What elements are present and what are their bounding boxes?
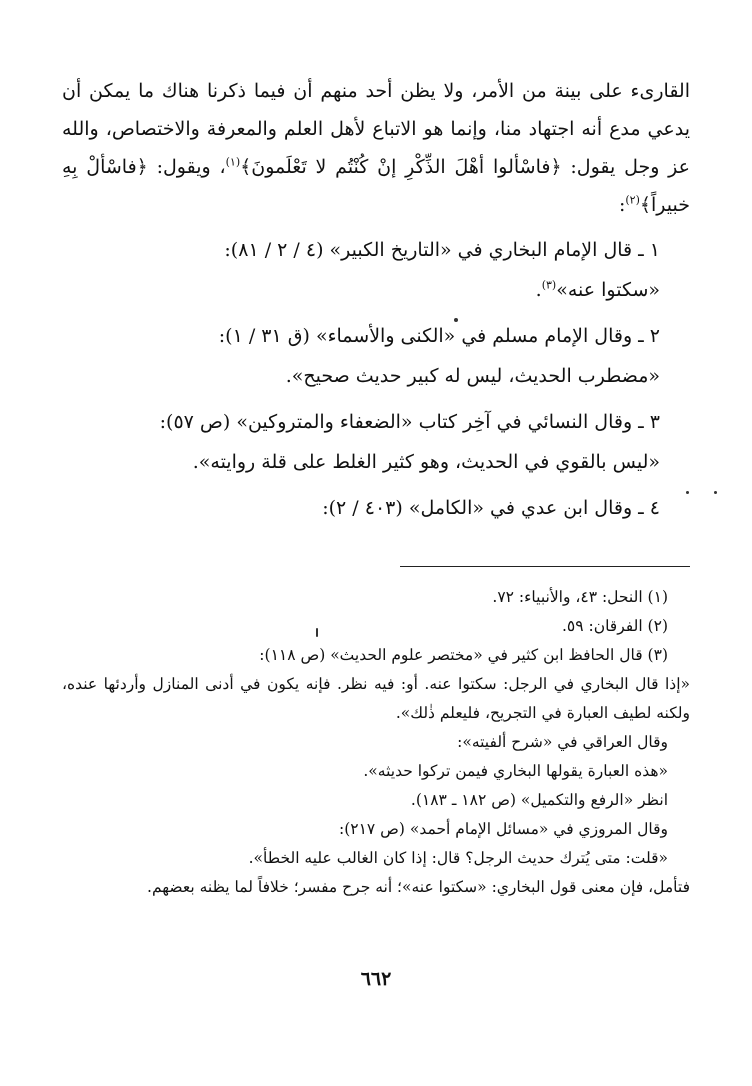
footnote-ref-3: (٣) — [541, 278, 557, 292]
footnote-2: (٢) الفرقان: ٥٩. — [561, 617, 668, 635]
intro-text-1: القارىء على بينة من الأمر، ولا يظن أحد منهم أن فيما ذكرنا هناك ما يمكن أن يدعي مدع أنه اجتهاد منا، وإنما هو الاتباع لأهل العلم والمعرفة والاختصاص، والله عز وجل يقول: ﴿فاسْألوا أهْلَ الذِّكْرِ إنْ كُنْتُم لا تَعْلَمونَ﴾ — [62, 80, 691, 178]
intro-paragraph — [62, 72, 690, 224]
page-number: ٦٦٢ — [360, 968, 392, 990]
footnote-3-iraqi: وقال العراقي في «شرح ألفيته»: — [457, 733, 668, 751]
footnote-3: (٣) قال الحافظ ابن كثير في «مختصر علوم الحديث» (ص ١١٨): — [259, 646, 668, 664]
footnote-3-quote: «إذا قال البخاري في الرجل: سكتوا عنه. أو: فيه نظر. فإنه يكون في أدنى المنازل وأردئها عنده، ولكنه لطيف العبارة في التجريح، فليعلم ذٰلك». — [62, 675, 690, 722]
intro-text-2: ، ويقول: ﴿فاسْألْ بِهِ خبيراً﴾ — [62, 156, 690, 216]
footnote-1: (١) النحل: ٤٣، والأنبياء: ٧٢. — [492, 588, 668, 606]
item-3-quote: «ليس بالقوي في الحديث، وهو كثير الغلط على قلة روايته». — [192, 451, 660, 473]
footnote-ref-2: (٢) — [625, 193, 640, 207]
footnote-3-marwazi: وقال المروزي في «مسائل الإمام أحمد» (ص ٢١٧): — [338, 820, 668, 838]
footnotes — [62, 583, 690, 902]
footnote-separator-wrap — [62, 528, 690, 583]
item-1-quote — [62, 270, 660, 310]
item-1-quote-tail: . — [535, 279, 542, 301]
footnote-3-see: انظر «الرفع والتكميل» (ص ١٨٢ ـ ١٨٣). — [410, 791, 668, 809]
ink-speck — [714, 491, 717, 494]
item-1-title: ١ ـ قال الإمام البخاري في «التاريخ الكبير» (٤ / ٢ / ٨١): — [224, 239, 660, 261]
ink-speck — [686, 491, 689, 494]
ink-speck — [316, 628, 318, 637]
item-2-title: ٢ ـ وقال الإمام مسلم في «الكنى والأسماء» (ق ٣١ / ١): — [218, 325, 660, 347]
item-3-title: ٣ ـ وقال النسائي في آخِر كتاب «الضعفاء والمتروكين» (ص ٥٧): — [159, 411, 660, 433]
footnote-3-marwazi-quote: «قلت: متى يُترك حديث الرجل؟ قال: إذا كان الغالب عليه الخطأ». — [248, 849, 668, 867]
footnote-separator — [400, 566, 690, 567]
footnote-3-iraqi-quote: «هذه العبارة يقولها البخاري فيمن تركوا حديثه». — [363, 762, 668, 780]
item-4-title: ٤ ـ وقال ابن عدي في «الكامل» (٤٠٣ / ٢): — [322, 497, 660, 519]
ink-speck — [454, 318, 458, 322]
intro-text-3: : — [618, 194, 626, 216]
footnote-3-conclusion: فتأمل، فإن معنى قول البخاري: «سكتوا عنه»؛ أنه جرح مفسر؛ خلافاً لما يظنه بعضهم. — [147, 878, 690, 896]
item-1-quote-text: «سكتوا عنه» — [556, 279, 660, 301]
item-2-quote: «مضطرب الحديث، ليس له كبير حديث صحيح». — [285, 365, 660, 387]
footnote-ref-1: (١) — [225, 155, 241, 169]
